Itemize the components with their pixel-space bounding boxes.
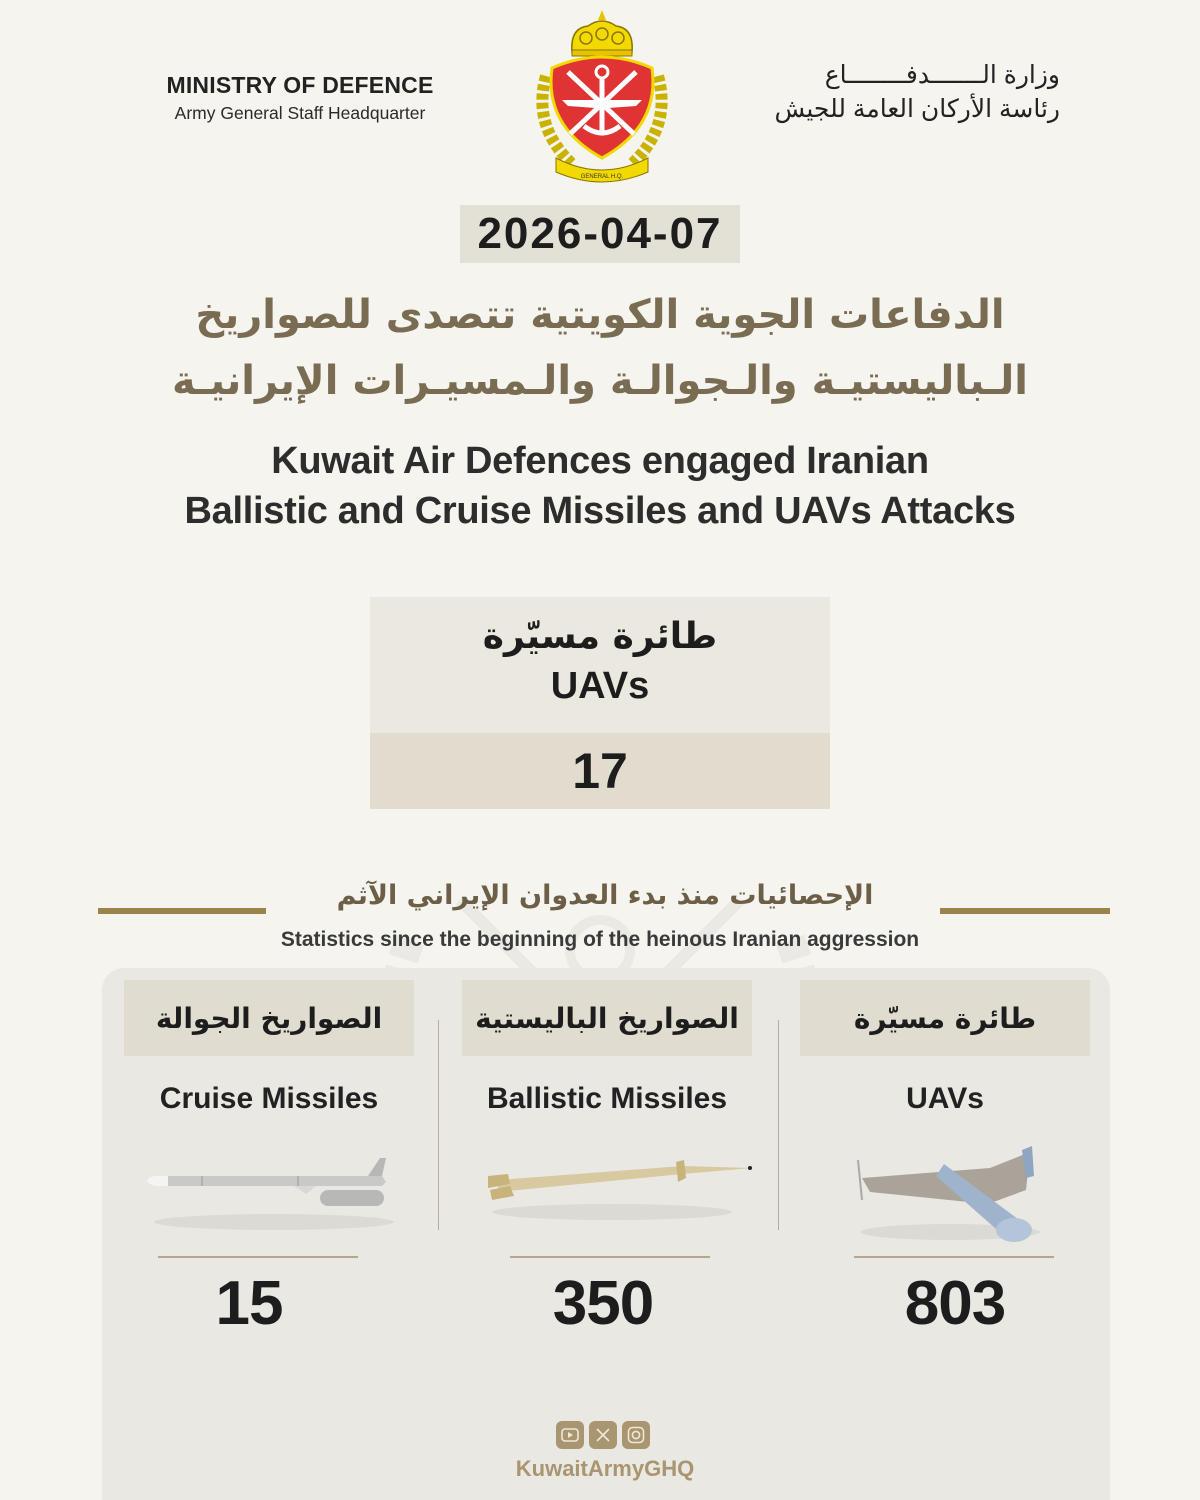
stats-heading-ar: الإحصائيات منذ بدء العدوان الإيراني الآثم (336, 880, 874, 911)
header-english (140, 72, 460, 124)
stat-label-en: UAVs (906, 1082, 984, 1115)
stat-rule (854, 1256, 1054, 1258)
column-divider (438, 1020, 439, 1230)
stat-label-en: Cruise Missiles (159, 1082, 379, 1115)
stat-label-en: Ballistic Missiles (486, 1082, 728, 1115)
column-divider (778, 1020, 779, 1230)
headline-en-line-1: Kuwait Air Defences engaged Iranian (271, 440, 929, 482)
ballistic-missile-icon (462, 1132, 752, 1252)
heading-rule-left (98, 908, 266, 914)
today-uav-card (370, 597, 830, 809)
heading-rule-right (940, 908, 1110, 914)
hq-name-ar: رئاسة الأركان العامة للجيش (774, 95, 1060, 123)
hq-name-en: Army General Staff Headquarter (174, 103, 426, 123)
uav-drone-icon (800, 1132, 1090, 1252)
youtube-icon[interactable] (556, 1421, 584, 1449)
stat-value: 803 (904, 1269, 1006, 1338)
date-text: 2026-04-07 (477, 209, 723, 258)
today-value: 17 (572, 743, 628, 799)
army-emblem-icon (522, 6, 682, 186)
stat-card-uavs (800, 980, 1090, 1338)
stats-heading-en: Statistics since the beginning of the heinous Iranian aggression (280, 928, 920, 951)
svg-text:GENERAL H.Q.: GENERAL H.Q. (580, 174, 624, 180)
stat-card-cruise-missiles (124, 980, 414, 1338)
today-label-ar: طائرة مسيّرة (482, 616, 718, 657)
stat-value: 15 (215, 1269, 283, 1338)
stat-label-ar: الصواريخ الجوالة (124, 980, 414, 1056)
ministry-name-en: MINISTRY OF DEFENCE (166, 72, 434, 98)
date-badge (460, 205, 740, 263)
headline-english (100, 436, 1100, 536)
cruise-missile-icon (124, 1132, 414, 1252)
instagram-icon[interactable] (622, 1421, 650, 1449)
today-label-area (370, 597, 830, 733)
headline-arabic (100, 282, 1100, 414)
headline-ar-line-2: الـباليستيـة والـجوالـة والـمسيـرات الإيرانيـة (172, 358, 1028, 404)
stat-rule (158, 1256, 358, 1258)
social-icons (556, 1421, 650, 1449)
headline-en-line-2: Ballistic and Cruise Missiles and UAVs Attacks (184, 490, 1016, 532)
stat-card-ballistic-missiles (462, 980, 752, 1338)
stat-label-ar: الصواريخ الباليستية (462, 980, 752, 1056)
stat-label-ar: طائرة مسيّرة (800, 980, 1090, 1056)
stat-value: 350 (552, 1269, 654, 1338)
stat-rule (510, 1256, 710, 1258)
today-value-area (370, 733, 830, 809)
social-handle[interactable]: KuwaitArmyGHQ (515, 1456, 695, 1481)
header-arabic (760, 58, 1060, 126)
headline-ar-line-1: الدفاعات الجوية الكويتية تتصدى للصواريخ (195, 292, 1005, 338)
today-label-en: UAVs (550, 665, 650, 707)
x-icon[interactable] (589, 1421, 617, 1449)
ministry-name-ar: وزارة الـــــــدفــــــــاع (824, 61, 1060, 89)
